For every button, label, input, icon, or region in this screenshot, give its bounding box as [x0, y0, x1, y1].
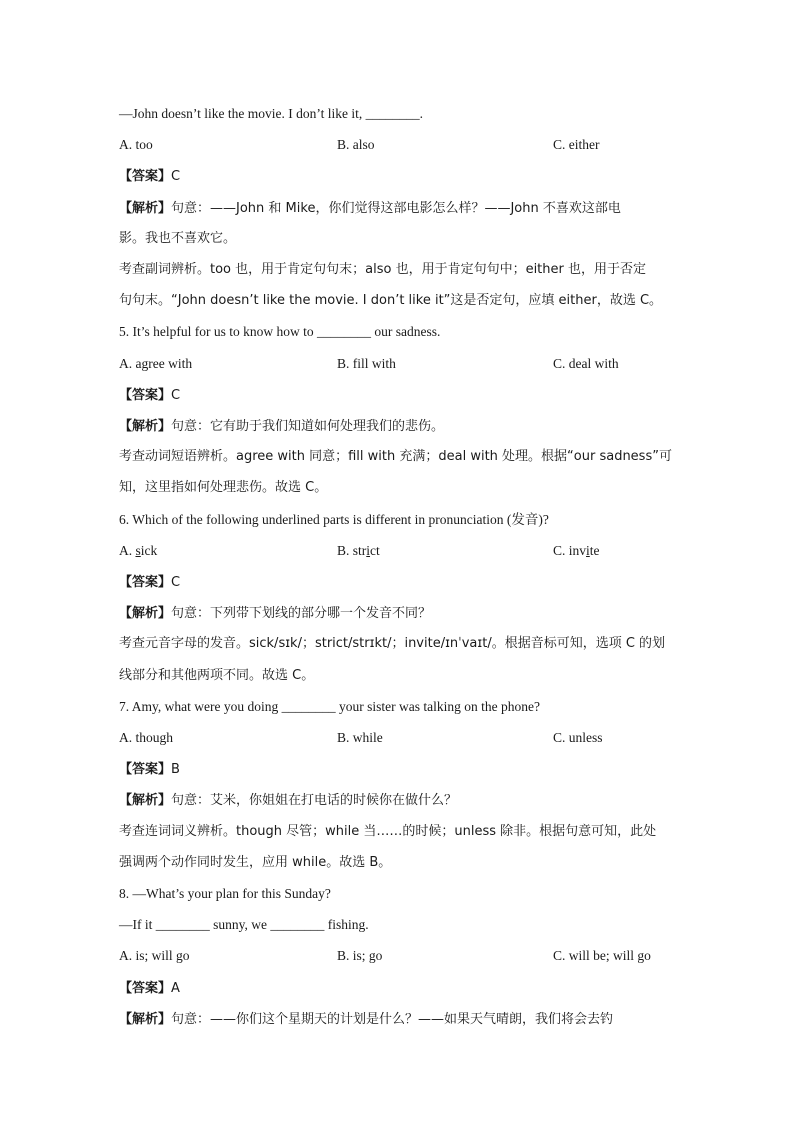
option-a: A. agree with: [119, 356, 193, 371]
analysis-line: [119, 603, 674, 623]
option-b: B. strict: [337, 543, 380, 558]
explanation-line: 考查元音字母的发音。sick/sɪk/；strict/strɪkt/；invite/ɪnˈvaɪt/。根据音标可知，选项 C 的划: [119, 636, 666, 651]
option-a: A. sick: [119, 543, 158, 558]
analysis-text: 句意：——你们这个星期天的计划是什么？——如果天气晴朗，我们将会去钓: [171, 1012, 614, 1027]
answer-text: C: [171, 169, 181, 184]
answer-tag: 【答案】: [119, 762, 172, 777]
analysis-text: 句意：下列带下划线的部分哪一个发音不同？: [171, 606, 432, 621]
analysis-line: [119, 1009, 674, 1029]
answer-line: [119, 385, 674, 405]
analysis-text: 句意：它有助于我们知道如何处理我们的悲伤。: [171, 419, 445, 434]
explanation-line: 知，这里指如何处理悲伤。故选 C。: [119, 480, 328, 495]
answer-text: B: [171, 762, 180, 777]
explanation-line: 强调两个动作同时发生，应用 while。故选 B。: [119, 855, 392, 870]
options-row: [119, 354, 679, 374]
option-b: B. also: [337, 137, 375, 152]
analysis-tag: 【解析】: [119, 201, 172, 216]
answer-tag: 【答案】: [119, 575, 172, 590]
answer-text: C: [171, 388, 181, 403]
explanation-line: 线部分和其他两项不同。故选 C。: [119, 668, 315, 683]
question-line: 7. Amy, what were you doing ________ your sister was talking on the phone?: [119, 699, 540, 714]
answer-tag: 【答案】: [119, 169, 172, 184]
answer-line: [119, 166, 674, 186]
option-c: C. invite: [553, 543, 600, 558]
answer-text: A: [171, 981, 180, 996]
option-a: A. though: [119, 730, 173, 745]
explanation-line: 句句末。“John doesn’t like the movie. I don’t like it”这是否定句，应填 either，故选 C。: [119, 293, 663, 308]
analysis-line: [119, 416, 674, 436]
answer-text: C: [171, 575, 181, 590]
analysis-line: [119, 790, 674, 810]
analysis-tag: 【解析】: [119, 1012, 172, 1027]
options-row: [119, 728, 679, 748]
answer-tag: 【答案】: [119, 388, 172, 403]
explanation-line: 考查连词词义辨析。though 尽管；while 当……的时候；unless 除非。根据句意可知，此处: [119, 824, 657, 839]
question-line: 6. Which of the following underlined parts is different in pronunciation (发音)?: [119, 512, 549, 527]
explanation-line: 考查副词辨析。too 也，用于肯定句句末；also 也，用于肯定句句中；either 也，用于否定: [119, 262, 646, 277]
analysis-line: [119, 198, 674, 218]
option-c: C. will be; will go: [553, 948, 651, 963]
options-row: [119, 541, 679, 561]
option-b: B. while: [337, 730, 383, 745]
question-line: 8. —What’s your plan for this Sunday?: [119, 886, 331, 901]
option-a: A. too: [119, 137, 153, 152]
options-row: [119, 135, 679, 155]
analysis-tag: 【解析】: [119, 419, 172, 434]
option-b: B. is; go: [337, 948, 383, 963]
answer-line: [119, 978, 674, 998]
analysis-tag: 【解析】: [119, 793, 172, 808]
answer-line: [119, 759, 674, 779]
analysis-tag: 【解析】: [119, 606, 172, 621]
explanation-line: 考查动词短语辨析。agree with 同意；fill with 充满；deal with 处理。根据“our sadness”可: [119, 449, 672, 464]
options-row: [119, 946, 679, 966]
analysis-text: 句意：艾米，你姐姐在打电话的时候你在做什么？: [171, 793, 458, 808]
option-b: B. fill with: [337, 356, 396, 371]
option-c: C. either: [553, 137, 600, 152]
answer-line: [119, 572, 674, 592]
explanation-line: 影。我也不喜欢它。: [119, 231, 237, 246]
option-c: C. unless: [553, 730, 603, 745]
option-c: C. deal with: [553, 356, 619, 371]
question-line: —John doesn’t like the movie. I don’t like it, ________.: [119, 106, 423, 121]
analysis-text: 句意：——John 和 Mike，你们觉得这部电影怎么样？——John 不喜欢这部电: [171, 201, 621, 216]
question-line: —If it ________ sunny, we ________ fishing.: [119, 917, 369, 932]
answer-tag: 【答案】: [119, 981, 172, 996]
option-a: A. is; will go: [119, 948, 190, 963]
question-line: 5. It’s helpful for us to know how to ________ our sadness.: [119, 324, 441, 339]
